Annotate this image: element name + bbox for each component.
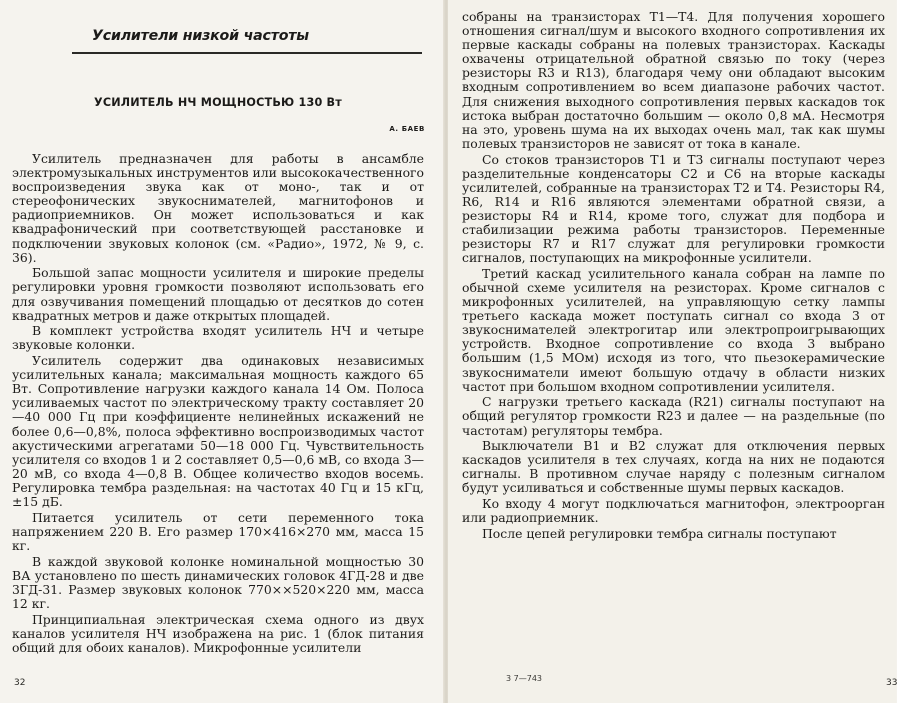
paragraph: собраны на транзисторах Т1—Т4. Для получения хорошего отношения сигнал/шум и высокого входного сопротивления их первые каскады собраны на полевых транзисторах. Каскады охвачены отрицательной обратной связью по току (через резисторы R3 и R13), благодаря чему они обладают высоким входным сопротивлением во всем диапазоне рабочих частот. Для снижения выходного сопротивления первых каскадов ток истока выбран достаточно большим — около 0,8 мА. Несмотря на это, уровень шума на их выходах очень мал, так как шумы полевых транзисторов не зависят от тока в канале. [462, 9, 885, 151]
page-number-right: 33 [886, 678, 897, 688]
paragraph: Выключатели В1 и В2 служат для отключения первых каскадов усилителя в тех случаях, когда на них не подаются сигналы. В противном случае наряду с полезным сигналом будут усиливаться и собственные шумы первых каскадов. [462, 438, 885, 496]
printer-signature: 3 7—743 [506, 674, 542, 683]
left-page [0, 0, 444, 703]
article-title: УСИЛИТЕЛЬ НЧ МОЩНОСТЬЮ 130 Вт [94, 96, 342, 109]
paragraph: После цепей регулировки тембра сигналы поступают [482, 525, 837, 541]
paragraph: Принципиальная электрическая схема одного из двух каналов усилителя НЧ изображена на рис. 1 (блок питания общий для обоих каналов). Микрофонные усилители [12, 611, 424, 655]
paragraph: Третий каскад усилительного канала собран на лампе по обычной схеме усилителя на резисторах. Кроме сигналов с микрофонных усилителей, на управляющую сетку лампы третьего каскада может поступать сигнал со входа 3 от звукоснимателей электрогитар или электропроигрывающих устройств. Входное сопротивление со входа 3 выбрано большим (1,5 МОм) исходя из того, что пьезокерамические звукосниматели имеют большую отдачу в области низких частот при большом входном сопротивлении усилителя. [462, 265, 885, 394]
paragraph: В комплект устройства входят усилитель НЧ и четыре звуковые колонки. [12, 323, 424, 353]
paragraph: С нагрузки третьего каскада (R21) сигналы поступают на общий регулятор громкости R23 и далее — на раздельные (по частотам) регуляторы тембра. [462, 394, 885, 438]
paragraph: Ко входу 4 могут подключаться магнитофон, электроорган или радиоприемник. [462, 496, 885, 526]
paragraph: Питается усилитель от сети переменного тока напряжением 220 В. Его размер 170×416×270 мм, масса 15 кг. [12, 509, 424, 553]
page-number-left: 32 [14, 678, 26, 688]
right-text-column [462, 10, 885, 541]
author-name: А. БАЕВ [389, 125, 425, 133]
paragraph: Со стоков транзисторов Т1 и Т3 сигналы поступают через разделительные конденсаторы С2 и С6 на вторые каскады усилителей, собранные на транзисторах Т2 и Т4. Резисторы R4, R6, R14 и R16 являются элементами обратной связи, а резисторы R4 и R14, кроме того, служат для подбора и стабилизации режима работы транзисторов. Переменные резисторы R7 и R17 служат для регулировки громкости сигналов, поступающих на микрофонные усилители. [462, 151, 885, 266]
left-text-column [12, 152, 424, 655]
paragraph: Усилитель содержит два одинаковых независимых усилительных канала; максимальная мощность каждого 65 Вт. Сопротивление нагрузки каждого канала 14 Ом. Полоса усиливаемых частот по электрическому тракту составляет 20—40 000 Гц при коэффициенте нелинейных искажений не более 0,6—0,8%, полоса эффективно воспроизводимых частот акустическими агрегатами 50—18 000 Гц. Чувствительность усилителя со входов 1 и 2 составляет 0,5—0,6 мВ, со входа 3—20 мВ, со входа 4—0,8 В. Общее количество входов восемь. Регулировка тембра раздельная: на частотах 40 Гц и 15 кГц, ±15 дБ. [12, 353, 424, 510]
right-page [448, 0, 896, 703]
paragraph: Большой запас мощности усилителя и широкие пределы регулировки уровня громкости позволяют использовать его для озвучивания помещений площадью от десятков до сотен квадратных метров и даже открытых площадей. [12, 265, 424, 323]
section-title: Усилители низкой частоты [92, 28, 309, 44]
section-rule [72, 52, 422, 54]
paragraph: Усилитель предназначен для работы в ансамбле электромузыкальных инструментов или высококачественного воспроизведения звука как от моно-, так и от стереофонических звукоснимателей, магнитофонов и радиоприемников. Он может использоваться и как квадрафонический при соответствующей расстановке и подключении звуковых колонок (см. «Радио», 1972, № 9, с. 36). [12, 151, 424, 265]
paragraph: В каждой звуковой колонке номинальной мощностью 30 ВА установлено по шесть динамических головок 4ГД-28 и две 3ГД-31. Размер звуковых колонок 770××520×220 мм, масса 12 кг. [12, 553, 424, 611]
